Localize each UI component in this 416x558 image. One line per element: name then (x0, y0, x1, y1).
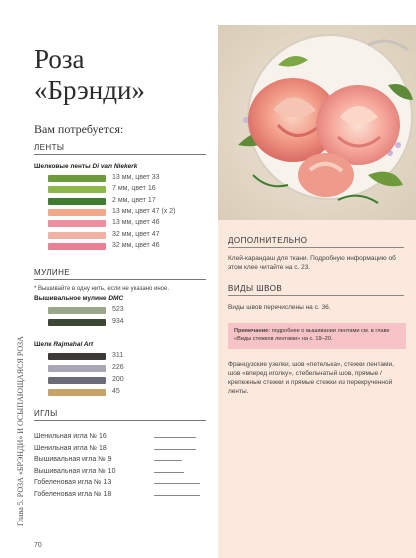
needle-row (34, 433, 206, 443)
mouline-label: 523 (112, 306, 124, 313)
needle-icon (154, 437, 196, 438)
mouline-swatch (48, 307, 106, 314)
needle-label: Гобеленовая игла № 13 (34, 479, 112, 486)
materials-heading: Вам потребуется: (34, 122, 124, 136)
needle-label: Шенильная игла № 18 (34, 444, 107, 452)
silk-swatch (48, 353, 106, 360)
title-line-1: Роза (34, 44, 85, 74)
silk-label: 226 (112, 364, 124, 371)
ribbon-label: 13 мм, цвет 33 (112, 174, 160, 181)
needle-row (34, 468, 206, 478)
ribbon-swatch (48, 175, 106, 182)
mouline-heading-text: МУЛИНЕ (34, 268, 70, 277)
ribbons-section-heading (34, 143, 206, 152)
needle-icon (154, 495, 200, 496)
note-box (228, 323, 406, 349)
needle-row (34, 479, 206, 489)
ribbon-swatch (48, 198, 106, 205)
silk-subtitle (34, 341, 93, 348)
ribbon-swatch (48, 220, 106, 227)
chapter-tab: Глава 5. РОЗА «БРЭНДИ» И ОСЫПАЮЩАЯСЯ РОЗА (16, 336, 25, 526)
needle-label: Вышивальная игла № 9 (34, 456, 112, 463)
silk-label: 200 (112, 376, 124, 383)
mouline-subtitle (34, 295, 123, 302)
additional-heading-text: ДОПОЛНИТЕЛЬНО (228, 236, 308, 245)
ribbon-swatch (48, 186, 106, 193)
note-label: Примечание: (234, 328, 271, 334)
silk-subtitle-plain: Шелк (34, 341, 52, 348)
ribbons-subtitle-brand: Di van Niekerk (92, 163, 138, 170)
rose-illustration (218, 25, 416, 220)
needle-label: Вышивальная игла № 10 (34, 467, 116, 475)
needle-row (34, 456, 206, 466)
rose-embroidery-photo (218, 25, 416, 220)
ribbon-swatch (48, 209, 106, 216)
page-title (34, 44, 145, 106)
silk-label: 45 (112, 388, 120, 395)
needle-icon (154, 449, 196, 450)
needles-heading-text: ИГЛЫ (34, 409, 58, 418)
note-text: подробнее о вышивании лентами см. в главе «Виды стежков лентами» на с. 19–20. (234, 328, 390, 342)
ribbon-label: 13 мм, цвет 47 (x 2) (112, 207, 176, 215)
ribbons-subtitle-plain: Шелковые ленты (34, 163, 91, 170)
silk-swatch (48, 365, 106, 372)
ribbon-label: 7 мм, цвет 16 (112, 185, 156, 193)
mouline-subtitle-plain: Вышивальное мулине (34, 295, 107, 302)
ribbon-swatch (48, 243, 106, 250)
needle-icon (154, 483, 200, 484)
ribbon-swatch (48, 232, 106, 239)
silk-label: 311 (112, 352, 124, 359)
mouline-label: 934 (112, 318, 124, 325)
needle-row (34, 491, 206, 501)
ribbons-heading-text: ЛЕНТЫ (34, 143, 65, 152)
stitches-heading-text: ВИДЫ ШВОВ (228, 284, 283, 293)
needle-label: Гобеленовая игла № 18 (34, 490, 112, 498)
needle-label: Шенильная игла № 16 (34, 433, 107, 440)
needle-icon (154, 460, 182, 461)
ribbon-label: 32 мм, цвет 46 (112, 241, 160, 249)
title-line-2: «Брэнди» (34, 75, 145, 105)
silk-swatch (48, 389, 106, 396)
silk-subtitle-brand: Rajmahal Art (53, 341, 94, 348)
mouline-note: * Вышивайте в одну нить, если не указано иное. (34, 286, 169, 292)
mouline-subtitle-brand: DMC (108, 295, 124, 302)
mouline-swatch (48, 319, 106, 326)
ribbon-label: 13 мм, цвет 46 (112, 219, 160, 227)
ribbon-label: 32 мм, цвет 47 (112, 230, 160, 238)
ribbon-label: 2 мм, цвет 17 (112, 196, 156, 204)
needle-icon (154, 472, 184, 473)
stitches-list-text: Французские узелки, шов «петелька», стежки лентами, шов «вперед иголку», стебельчатый шов, прямые / крепежные стежки и прямые стежки из перекрученной ленты. (228, 361, 394, 395)
stitches-text: Виды швов перечислены на с. 36. (228, 304, 331, 311)
needle-row (34, 445, 206, 455)
ribbons-subtitle (34, 163, 137, 170)
silk-swatch (48, 377, 106, 384)
page-number: 70 (34, 542, 42, 549)
mouline-section-heading (34, 268, 206, 277)
additional-text: Клей-карандаш для ткани. Подробную информацию об этом клее читайте на с. 23. (228, 255, 396, 271)
needles-section-heading (34, 409, 206, 418)
stitches-section-heading (228, 284, 404, 293)
additional-section-heading (228, 236, 404, 245)
